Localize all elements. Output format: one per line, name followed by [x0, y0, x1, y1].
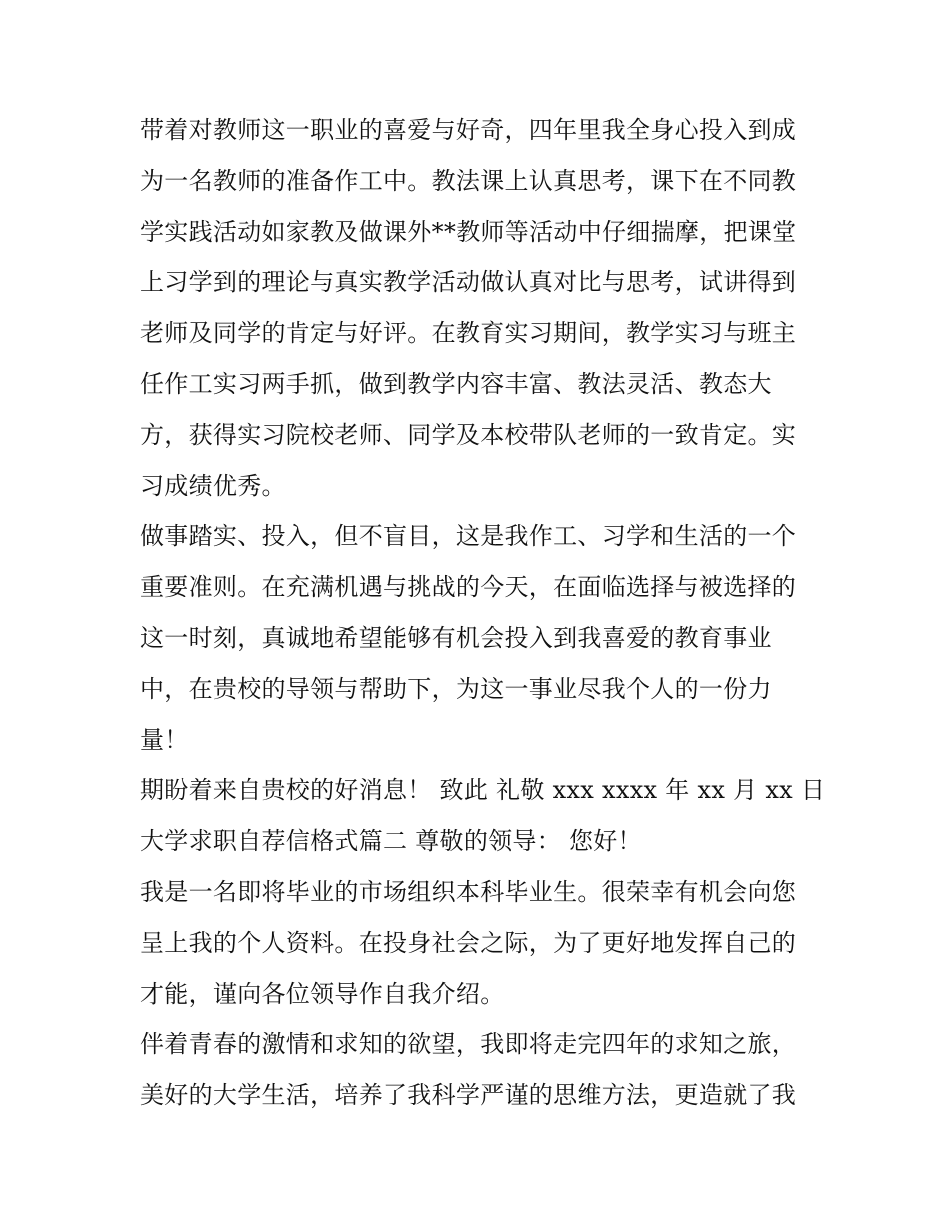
text-line: 方，获得实习院校老师、同学及本校带队老师的一致肯定。实: [140, 420, 797, 449]
text-line: 这一时刻，真诚地希望能够有机会投入到我喜爱的教育事业: [140, 623, 772, 652]
section-heading-line: 大学求职自荐信格式篇二 尊敬的领导： 您好！: [140, 827, 642, 856]
text-line: 学实践活动如家教及做课外**教师等活动中仔细揣摩，把课堂: [140, 217, 797, 246]
text-line: 做事踏实、投入，但不盲目，这是我作工、习学和生活的一个: [140, 522, 797, 551]
letter-body: [140, 105, 826, 1121]
text-line: 带着对教师这一职业的喜爱与好奇，四年里我全身心投入到成: [140, 116, 797, 144]
text-line: 习成绩优秀。: [140, 471, 286, 500]
text-line: 才能，谨向各位领导作自我介绍。: [140, 979, 505, 1008]
text-line: 我是一名即将毕业的市场组织本科毕业生。很荣幸有机会向您: [140, 877, 797, 906]
text-line: 美好的大学生活，培养了我科学严谨的思维方法，更造就了我: [140, 1081, 797, 1110]
text-line: 中，在贵校的导领与帮助下，为这一事业尽我个人的一份力: [140, 674, 772, 703]
text-line: 为一名教师的准备作工中。教法课上认真思考，课下在不同教: [140, 166, 797, 195]
text-line: 量！: [140, 725, 189, 754]
text-line: 任作工实习两手抓，做到教学内容丰富、教法灵活、教态大: [140, 369, 772, 398]
text-line: 老师及同学的肯定与好评。在教育实习期间，教学实习与班主: [140, 319, 797, 348]
text-line: 呈上我的个人资料。在投身社会之际，为了更好地发挥自己的: [140, 928, 797, 957]
text-line: 上习学到的理论与真实教学活动做认真对比与思考，试讲得到: [140, 268, 797, 297]
text-line: 重要准则。在充满机遇与挑战的今天，在面临选择与被选择的: [140, 573, 797, 602]
closing-line: 期盼着来自贵校的好消息！ 致此 礼敬 xxx xxxx 年 xx 月 xx 日: [140, 776, 826, 805]
text-line: 伴着青春的激情和求知的欲望，我即将走完四年的求知之旅，: [140, 1030, 797, 1059]
